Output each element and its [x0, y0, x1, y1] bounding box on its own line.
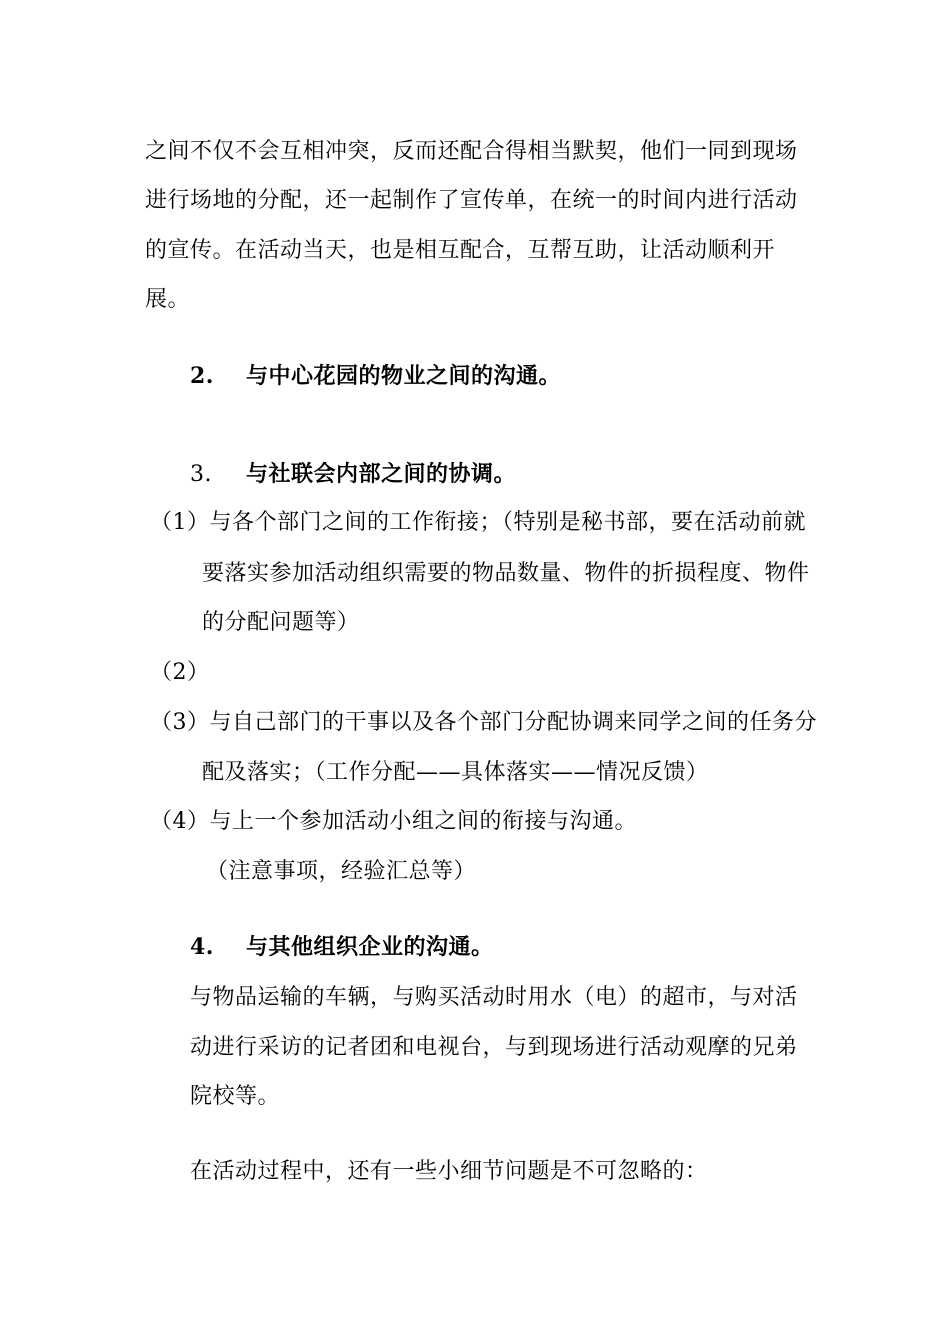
list-item-2: [150, 658, 210, 688]
list-item-line: 配及落实；（工作分配——具体落实——情况反馈）: [202, 760, 709, 785]
list-item-line: 要落实参加活动组织需要的物品数量、物件的折损程度、物件: [202, 561, 810, 586]
list-item-text: 与各个部门之间的工作衔接；（特别是秘书部，要在活动前就: [209, 510, 807, 535]
paragraph-line: 与物品运输的车辆，与购买活动时用水（电）的超市，与对活: [190, 985, 798, 1010]
list-item-text: 与自己部门的干事以及各个部门分配协调来同学之间的任务分: [209, 710, 818, 735]
paragraph-line: 动进行采访的记者团和电视台，与到现场进行活动观摩的兄弟: [190, 1035, 798, 1060]
paragraph-line: 的宣传。在活动当天，也是相互配合，互帮互助，让活动顺利开: [145, 238, 776, 263]
list-item-text: 与上一个参加活动小组之间的衔接与沟通。: [209, 809, 638, 834]
list-marker: （4）: [150, 809, 210, 834]
paragraph-line: 院校等。: [190, 1084, 281, 1109]
list-item-line: （注意事项，经验汇总等）: [206, 859, 477, 884]
list-marker: （2）: [150, 660, 210, 685]
paragraph-line: 展。: [145, 287, 191, 312]
section-heading-2: [190, 361, 561, 391]
heading-text: 与社联会内部之间的协调。: [246, 461, 517, 487]
list-item-line: 的分配问题等）: [202, 610, 360, 635]
section-heading-3: [190, 459, 516, 490]
heading-number: 4.: [190, 934, 214, 960]
heading-number: 3.: [190, 462, 212, 487]
list-marker: （1）: [150, 510, 210, 535]
heading-text: 与其他组织企业的沟通。: [246, 934, 494, 960]
paragraph-line: 之间不仅不会互相冲突，反而还配合得相当默契，他们一同到现场: [145, 139, 798, 164]
list-marker: （3）: [150, 710, 210, 735]
section-heading-4: [190, 932, 494, 962]
heading-text: 与中心花园的物业之间的沟通。: [246, 363, 562, 389]
closing-line: 在活动过程中，还有一些小细节问题是不可忽略的：: [190, 1159, 708, 1184]
list-item-1: [150, 508, 806, 538]
paragraph-line: 进行场地的分配，还一起制作了宣传单，在统一的时间内进行活动: [145, 188, 798, 213]
list-item-4: [150, 807, 637, 837]
list-item-3: [150, 708, 817, 738]
heading-number: 2.: [190, 363, 214, 389]
